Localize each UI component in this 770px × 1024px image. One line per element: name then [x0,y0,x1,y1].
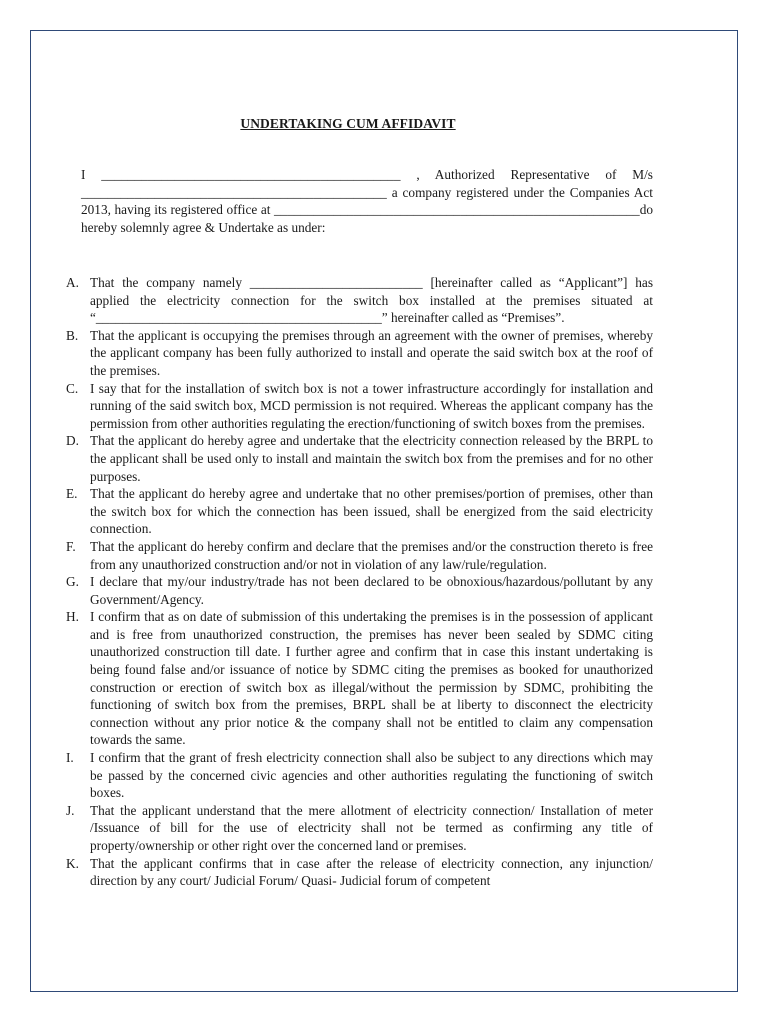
clause-text: That the applicant do hereby agree and undertake that no other premises/portion of premises, other than the switch box for which the connection has been issued, shall be energized from the said electricity connection. [90,486,653,537]
clause-h [66,608,653,749]
clause-i [66,749,653,802]
clause-e [66,485,653,538]
clause-text: I confirm that as on date of submission of this undertaking the premises is in the possession of applicant and is free from unauthorized construction, the premises has never been sealed by SDMC citing unauthorized construction till date. I further agree and confirm that in case this instant undertaking is being found false and/or issuance of notice by SDMC citing the premises as booked for unauthorized construction or erection of switch box as illegal/without the permission by SDMC, prohibiting the functioning of switch box from the premises, BRPL shall be at liberty to disconnect the electricity connection without any prior notice & the company shall not be entitled to claim any compensation towards the same. [90,609,653,748]
clause-letter: E. [66,486,78,502]
clause-letter: I. [66,750,74,766]
clause-k [66,855,653,890]
clause-letter: B. [66,327,79,343]
clause-text: That the applicant do hereby agree and undertake that the electricity connection released by the BRPL to the applicant shall be used only to install and maintain the switch box from the premises and for no other purposes. [90,433,653,484]
clause-letter: F. [66,538,76,554]
intro-paragraph: I _____________________________________________ , Authorized Representative of M/s ______________________________________________ a company registered under the Companies Act 2013, having its registered office at _______________________________________________________do hereby solemnly agree & Undertake as under: [81,167,653,235]
clause-text: That the company namely __________________________ [hereinafter called as “Applicant”] has applied the electricity connection for the switch box installed at the premises situated at “___________________________________________” hereinafter called as “Premises”. [90,275,653,326]
clause-text: That the applicant understand that the mere allotment of electricity connection/ Installation of meter /Issuance of bill for the use of electricity shall not be termed as confirming any title of property/ownership or other right over the concerned land or premises. [90,802,653,853]
clause-g [66,573,653,608]
clause-letter: A. [66,275,79,290]
clause-text: I declare that my/our industry/trade has not been declared to be obnoxious/hazardous/pollutant by any Government/Agency. [90,574,653,607]
clause-text: That the applicant confirms that in case after the release of electricity connection, any injunction/ direction by any court/ Judicial Forum/ Quasi- Judicial forum of competent [90,855,653,889]
clause-text: That the applicant is occupying the premises through an agreement with the owner of premises, whereby the applicant company has been fully authorized to install and operate the said switch box at the roof of the premises. [90,327,653,378]
clause-j [66,802,653,855]
clause-f [66,538,653,573]
clause-text: I confirm that the grant of fresh electricity connection shall also be subject to any directions which may be passed by the concerned civic agencies and other authorities regulating the functioning of switch boxes. [90,750,653,801]
clause-letter: G. [66,574,79,590]
clause-letter: K. [66,855,79,871]
document-title: UNDERTAKING CUM AFFIDAVIT [240,116,456,131]
clause-list [66,274,653,890]
clause-letter: D. [66,433,79,449]
clause-b [66,327,653,380]
clause-letter: C. [66,380,79,396]
clause-d [66,432,653,485]
clause-c [66,380,653,433]
clause-text: I say that for the installation of switch box is not a tower infrastructure accordingly for installation and running of the said switch box, MCD permission is not required. Whereas the applicant company has the permission from other authorities regulating the erection/functioning of switch boxes from the premises. [90,380,653,431]
clause-text: That the applicant do hereby confirm and declare that the premises and/or the construction thereto is free from any unauthorized construction and/or not in violation of any law/rule/regulation. [90,538,653,572]
clause-letter: J. [66,802,75,818]
clause-letter: H. [66,609,79,625]
clause-a [66,274,653,327]
